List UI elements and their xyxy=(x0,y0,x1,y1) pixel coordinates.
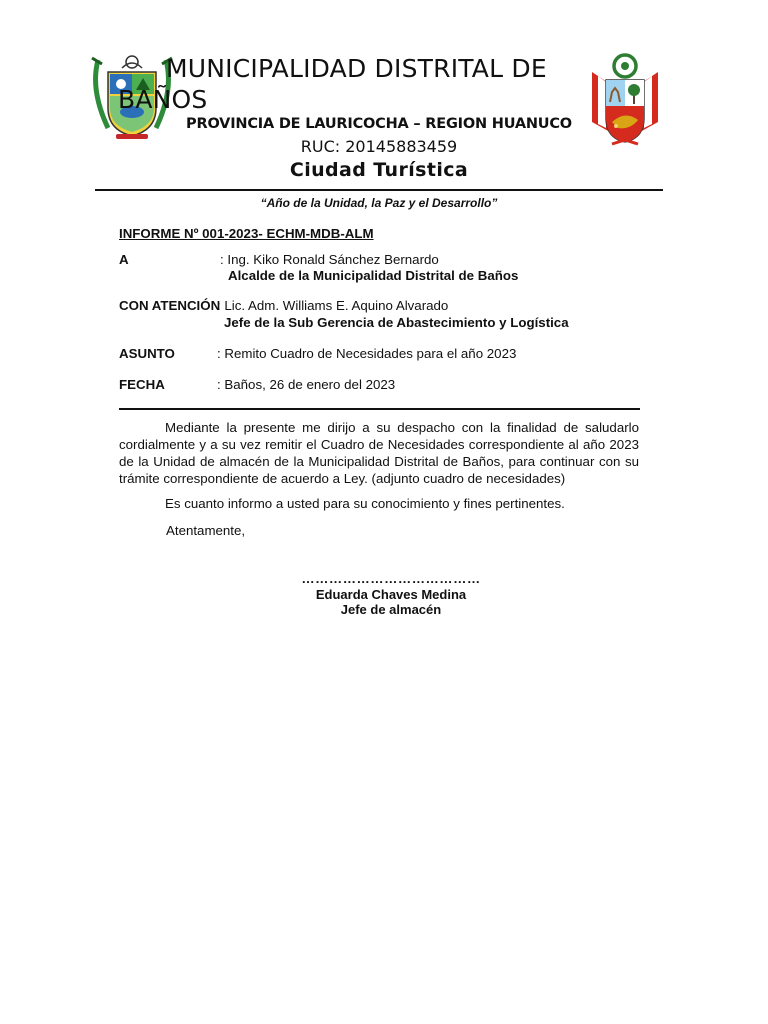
subject-value: : Remito Cuadro de Necesidades para el año 2023 xyxy=(217,346,517,361)
body-paragraph-2: Es cuanto informo a usted para su conocimiento y fines pertinentes. xyxy=(165,496,565,511)
municipality-title: MUNICIPALIDAD DISTRITAL DE BAÑOS xyxy=(118,54,547,114)
to-name: : Ing. Kiko Ronald Sánchez Bernardo xyxy=(220,252,439,267)
ruc-line: RUC: 20145883459 xyxy=(300,137,458,156)
date-value: : Baños, 26 de enero del 2023 xyxy=(217,377,396,392)
signatory-name: Eduarda Chaves Medina xyxy=(315,587,467,602)
header-divider xyxy=(95,189,663,191)
attention-name: : Lic. Adm. Williams E. Aquino Alvarado xyxy=(217,298,449,313)
closing-text: Atentamente, xyxy=(166,523,246,538)
year-motto: “Año de la Unidad, la Paz y el Desarrollo” xyxy=(260,196,498,210)
city-tagline: Ciudad Turística xyxy=(289,159,469,181)
signature-line: ………………………………… xyxy=(301,571,481,586)
body-divider xyxy=(119,408,640,410)
to-label: A xyxy=(119,252,129,267)
report-number: INFORME Nº 001-2023- ECHM-MDB-ALM xyxy=(119,226,374,241)
to-title: Alcalde de la Municipalidad Distrital de Baños xyxy=(228,268,519,283)
attention-title: Jefe de la Sub Gerencia de Abastecimiento y Logística xyxy=(224,315,569,330)
body-paragraph-1: Mediante la presente me dirijo a su despacho con la finalidad de saludarlo cordialmente y a su vez remitir el Cuadro de Necesidades correspondiente al año 2023 de la Unidad de almacén de la Municipalidad Distrital de Baños, para continuar con su trámite correspondiente de acuerdo a Ley. (adjunto cuadro de necesidades) xyxy=(119,420,639,486)
date-label: FECHA xyxy=(119,377,165,392)
attention-label: CON ATENCIÓN xyxy=(119,298,221,313)
signatory-role: Jefe de almacén xyxy=(340,602,442,617)
province-line: PROVINCIA DE LAURICOCHA – REGION HUANUCO xyxy=(186,116,572,132)
subject-label: ASUNTO xyxy=(119,346,175,361)
